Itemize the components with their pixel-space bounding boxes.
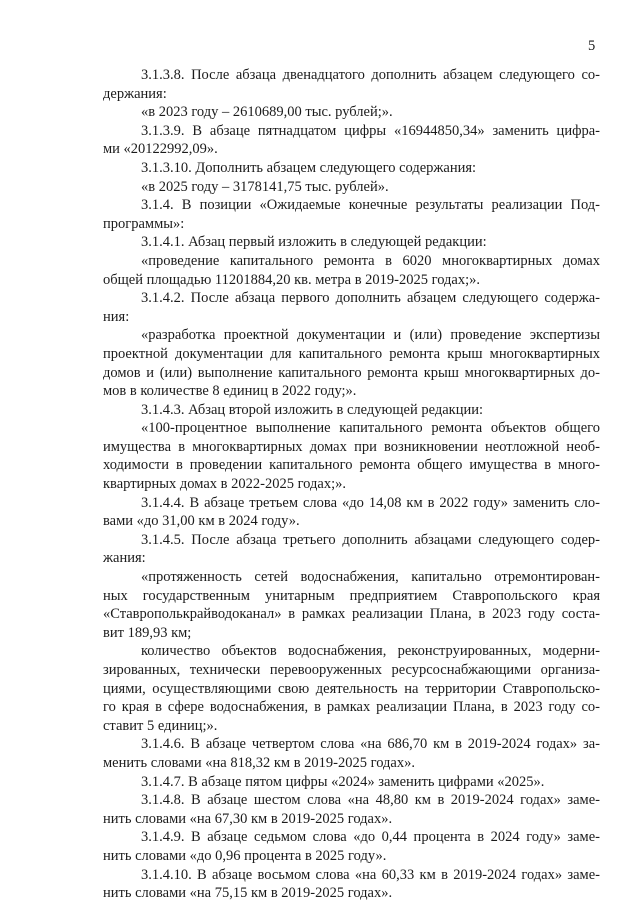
text-line: общей площадью 11201884,20 кв. метра в 2019-2025 годах;».	[103, 271, 481, 288]
text-line: менить словами «на 818,32 км в 2019-2025 годах».	[103, 754, 415, 771]
text-line: жания:	[103, 550, 146, 567]
text-line: 3.1.3.9. В абзаце пятнадцатом цифры «16944850,34» заменить цифра-	[141, 122, 600, 139]
text-line: «Ставрополькрайводоканал» в рамках реализации Плана, в 2023 году соста-	[103, 606, 600, 623]
text-line: ходимости в проведении капитального ремонта общего имущества в много-	[103, 457, 600, 474]
text-line: 3.1.4.4. В абзаце третьем слова «до 14,08 км в 2022 году» заменить сло-	[141, 494, 600, 511]
text-line: 3.1.4.1. Абзац первый изложить в следующей редакции:	[141, 234, 487, 251]
text-line: 3.1.4. В позиции «Ожидаемые конечные результаты реализации Под-	[141, 197, 600, 214]
text-line: держания:	[103, 85, 167, 102]
page-number: 5	[588, 38, 596, 54]
text-line: 3.1.4.5. После абзаца третьего дополнить абзацами следующего содер-	[141, 531, 600, 548]
text-line: нить словами «на 67,30 км в 2019-2025 годах».	[103, 810, 393, 827]
text-line: вит 189,93 км;	[103, 624, 192, 641]
document-body	[103, 66, 600, 903]
text-line: нить словами «до 0,96 процента в 2025 году».	[103, 847, 387, 864]
text-line: 3.1.3.8. После абзаца двенадцатого дополнить абзацем следующего со-	[141, 67, 600, 83]
text-line: ставит 5 единиц;».	[103, 717, 218, 734]
text-line: «в 2023 году – 2610689,00 тыс. рублей;».	[141, 104, 393, 121]
text-line: 3.1.4.3. Абзац второй изложить в следующей редакции:	[141, 401, 484, 418]
text-line: «проведение капитального ремонта в 6020 многоквартирных домах	[141, 252, 600, 269]
text-line: «100-процентное выполнение капитального ремонта объектов общего	[141, 420, 600, 437]
text-line: нить словами «на 75,15 км в 2019-2025 годах».	[103, 885, 393, 902]
text-line: программы»:	[103, 215, 185, 232]
text-line: циями, осуществляющими свою деятельность на территории Ставропольско-	[103, 680, 600, 697]
text-line: вами «до 31,00 км в 2024 году».	[103, 513, 300, 530]
text-line: проектной документации для капитального ремонта крыш многоквартирных	[103, 345, 600, 362]
text-line: имущества в многоквартирных домах при возникновении неотложной необ-	[103, 438, 600, 455]
text-line: 3.1.4.10. В абзаце восьмом слова «на 60,33 км в 2019-2024 годах» заме-	[141, 866, 600, 883]
text-line: «в 2025 году – 3178141,75 тыс. рублей».	[141, 178, 389, 195]
text-line: го края в сфере водоснабжения, в рамках реализации Плана, в 2023 году со-	[103, 699, 600, 716]
text-line: 3.1.4.2. После абзаца первого дополнить абзацем следующего содержа-	[141, 290, 600, 307]
text-line: количество объектов водоснабжения, реконструированных, модерни-	[141, 643, 600, 660]
text-line: 3.1.4.7. В абзаце пятом цифры «2024» заменить цифрами «2025».	[141, 773, 545, 790]
text-line: 3.1.4.8. В абзаце шестом слова «на 48,80 км в 2019-2024 годах» заме-	[141, 792, 600, 809]
text-line: «протяженность сетей водоснабжения, капитально отремонтирован-	[141, 569, 600, 586]
text-line: 3.1.4.9. В абзаце седьмом слова «до 0,44 процента в 2024 году» заме-	[141, 829, 600, 846]
text-line: ных государственным унитарным предприятием Ставропольского края	[103, 587, 600, 604]
text-line: ми «20122992,09».	[103, 141, 218, 158]
text-line: «разработка проектной документации и (или) проведение экспертизы	[141, 327, 600, 344]
text-line: 3.1.4.6. В абзаце четвертом слова «на 686,70 км в 2019-2024 годах» за-	[141, 736, 600, 753]
text-line: 3.1.3.10. Дополнить абзацем следующего содержания:	[141, 159, 477, 176]
text-line: мов в количестве 8 единиц в 2022 году;».	[103, 383, 357, 400]
text-line: зированных, технически перевооруженных ресурсоснабжающими организа-	[103, 662, 600, 678]
text-line: ния:	[103, 308, 130, 325]
text-line: квартирных домах в 2022-2025 годах;».	[103, 476, 346, 493]
text-line: домов и (или) выполнение капитального ремонта крыш многоквартирных до-	[103, 364, 600, 381]
